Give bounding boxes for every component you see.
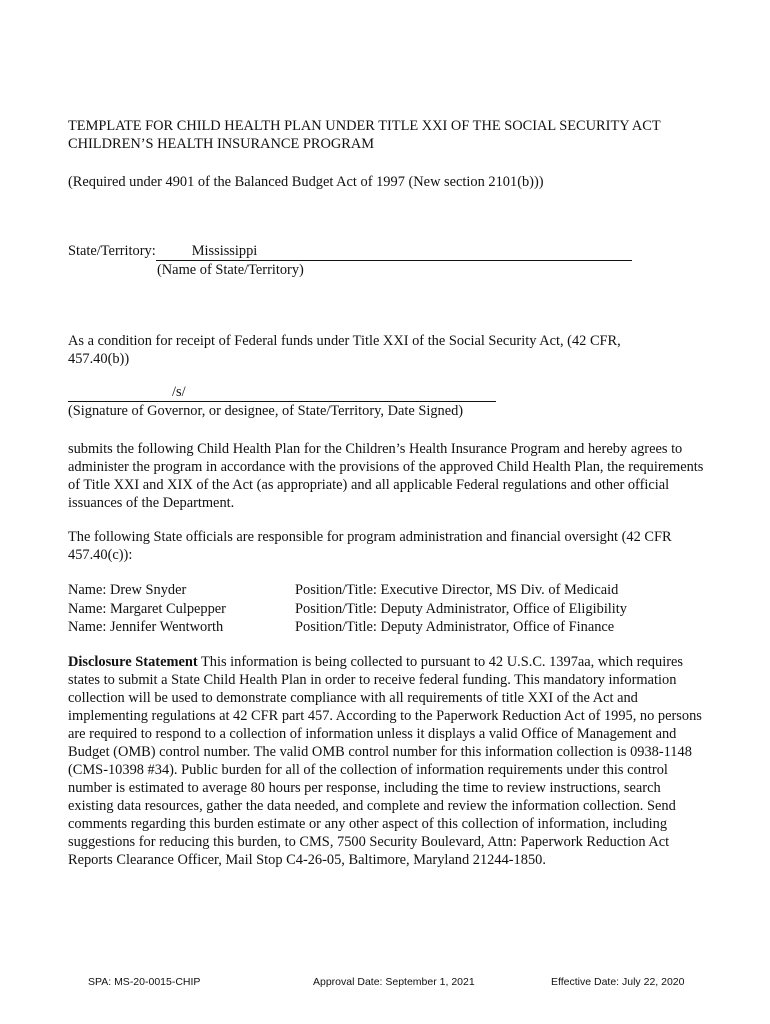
state-territory-label: State/Territory:: [68, 243, 156, 259]
required-statement: (Required under 4901 of the Balanced Budget Act of 1997 (New section 2101(b))): [68, 174, 544, 190]
condition-statement: As a condition for receipt of Federal funds under Title XXI of the Social Security Act, (42 CFR, 457.40(b)): [68, 333, 621, 367]
officials-list: [68, 581, 708, 637]
disclosure-body: This information is being collected to pursuant to 42 U.S.C. 1397aa, which requires states to submit a State Child Health Plan in order to receive federal funding. This mandatory information collection will be used to demonstrate compliance with all requirements of title XXI of the Act and implementing regulations at 42 CFR part 457. According to the Paperwork Reduction Act of 1995, no persons are required to respond to a collection of information unless it displays a valid Office of Management and Budget (OMB) control number. The valid OMB control number for this information collection is 0938-1148 (CMS-10398 #34). Public burden for all of the collection of information requirements under this control number is estimated to average 80 hours per response, including the time to review instructions, search existing data resources, gather the data needed, and complete and review the information collection. Send comments regarding this burden estimate or any other aspect of this collection of information, including suggestions for reducing this burden, to CMS, 7500 Security Boulevard, Attn: Paperwork Reduction Act Reports Clearance Officer, Mail Stop C4-26-05, Baltimore, Maryland 21244-1850.: [68, 654, 702, 868]
title-line-1: TEMPLATE FOR CHILD HEALTH PLAN UNDER TITLE XXI OF THE SOCIAL SECURITY ACT: [68, 118, 661, 134]
official-row: [68, 600, 708, 619]
state-territory-field: [68, 242, 708, 261]
signature-caption: (Signature of Governor, or designee, of State/Territory, Date Signed): [68, 403, 464, 419]
state-territory-value: Mississippi: [156, 243, 632, 261]
official-name: Name: Jennifer Wentworth: [68, 619, 224, 635]
official-name: Name: Drew Snyder: [68, 582, 187, 598]
disclosure-statement: [68, 653, 704, 869]
footer-effective-date: Effective Date: July 22, 2020: [551, 976, 685, 988]
title-line-2: CHILDREN’S HEALTH INSURANCE PROGRAM: [68, 136, 375, 152]
officials-intro: The following State officials are responsible for program administration and financial oversight (42 CFR 457.40(c)):: [68, 529, 672, 563]
official-position: Position/Title: Executive Director, MS Div. of Medicaid: [295, 582, 619, 598]
footer-spa-number: SPA: MS-20-0015-CHIP: [88, 976, 201, 988]
official-name: Name: Margaret Culpepper: [68, 600, 226, 617]
state-territory-caption: (Name of State/Territory): [157, 262, 304, 278]
footer-approval-date: Approval Date: September 1, 2021: [313, 976, 475, 988]
document-title: [68, 117, 708, 153]
official-position: Position/Title: Deputy Administrator, Office of Eligibility: [295, 600, 628, 617]
disclosure-heading: Disclosure Statement: [68, 654, 198, 670]
official-row: [68, 581, 708, 600]
official-position: Position/Title: Deputy Administrator, Office of Finance: [295, 619, 615, 635]
submits-paragraph: submits the following Child Health Plan for the Children’s Health Insurance Program and hereby agrees to administer the program in accordance with the provisions of the approved Child Health Plan, the requirements of Title XXI and XIX of the Act (as appropriate) and all applicable Federal regulations and other official issuances of the Department.: [68, 441, 704, 511]
signature-field: [68, 383, 708, 402]
official-row: [68, 618, 708, 637]
signature-value: /s/: [68, 384, 496, 402]
